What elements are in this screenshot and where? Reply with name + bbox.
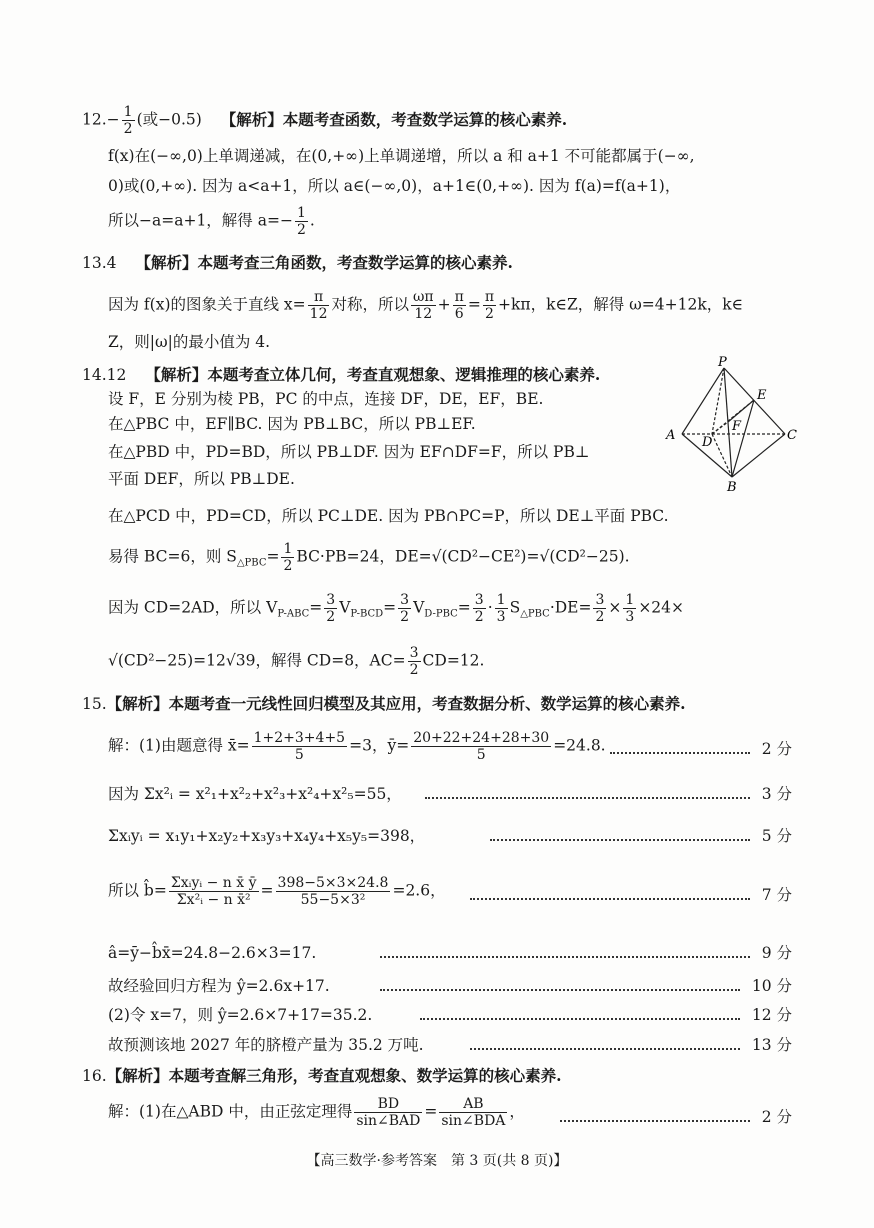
score-4: 7 分 [761, 886, 792, 904]
q14-line8: √(CD²−25)=12√39，解得 CD=8，AC= $\frac{3}{2}$ CD=12. [108, 645, 485, 679]
score-1: 2 分 [761, 740, 792, 758]
score-3: 5 分 [761, 827, 792, 845]
q13-header [82, 254, 513, 273]
q15-row8: 故预测该地 2027 年的脐橙产量为 35.2 万吨. [108, 1036, 424, 1054]
q14-line4: 平面 DEF，所以 PB⊥DE. [108, 470, 295, 488]
label-d: D [702, 435, 713, 450]
q15-row3: Σxᵢyᵢ = x₁y₁+x₂y₂+x₃y₃+x₄y₄+x₅y₅=398， [108, 827, 426, 845]
q12-answer-fraction: $\frac{1}{2}$ [123, 104, 133, 138]
dot-leader [560, 1120, 750, 1122]
q16-header [82, 1067, 562, 1086]
q12-line2: 0)或(0,+∞). 因为 a<a+1，所以 a∈(−∞,0)，a+1∈(0,+∞). 因为 f(a)=f(a+1)， [108, 177, 681, 195]
q13-number: 13.4 [82, 254, 117, 272]
q12-title: 【解析】本题考查函数，考查数学运算的核心素养. [220, 109, 568, 129]
score-5: 9 分 [761, 944, 792, 962]
q12-number: 12. [82, 110, 107, 129]
q14-line7: 因为 CD=2AD，所以 $V_{P-ABC}=$ $\frac{3}{2}$ $V_{P-BCD}=$ $\frac{3}{2}$ $V_{D-PBC}=$ $\frac{3}{2}$ · $\frac{1}{3}$ $S_{\triangle PBC}\cdot DE=$ $\frac{3}{2}$ × $\frac{1}{3}$ ×24× [108, 592, 685, 626]
label-b: B [727, 480, 737, 494]
q15-row5: â=ȳ−b̂x̄=24.8−2.6×3=17. [108, 944, 317, 962]
q14-line1: 设 F，E 分别为棱 PB，PC 的中点，连接 DF，DE，EF，BE. [108, 390, 544, 408]
edge-cb [732, 434, 785, 477]
label-c: C [787, 428, 797, 443]
q15-row7: (2)令 x=7，则 ŷ=2.6×7+17=35.2. [108, 1006, 373, 1024]
score-8: 13 分 [751, 1036, 792, 1054]
dot-leader [425, 797, 750, 799]
q12-line3-fraction: $\frac{1}{2}$ [296, 205, 306, 239]
score-7: 12 分 [751, 1006, 792, 1024]
q13-line2: Z，则|ω|的最小值为 4. [108, 333, 271, 351]
score-6: 10 分 [751, 977, 792, 995]
q12-header [82, 104, 567, 137]
q13-line1: 因为 f(x)的图象关于直线 x= $\frac{\pi}{12}$ 对称，所以 $\frac{\omega\pi}{12}$ + $\frac{\pi}{6}$ = $\frac{\pi}{2}$ +kπ，k∈Z，解得 ω=4+12k，k∈ [108, 289, 744, 323]
q12-line3: 所以−a=a+1，解得 a=− $\frac{1}{2}$ . [108, 205, 315, 239]
label-f: F [732, 419, 742, 434]
page-footer: 【高三数学·参考答案 第 3 页(共 8 页)】 [306, 1153, 568, 1169]
dot-leader [470, 898, 750, 900]
score-2: 3 分 [761, 785, 792, 803]
score-16-1: 2 分 [761, 1108, 792, 1126]
q12-answer-alt: (或−0.5) [136, 110, 202, 129]
q14-line3: 在△PBD 中，PD=BD，所以 PB⊥DF. 因为 EF∩DF=F，所以 PB⊥ [108, 443, 590, 461]
q14-line6: 易得 BC=6，则 $S_{\triangle PBC}=$ $\frac{1}{2}$ BC·PB=24，DE=√(CD²−CE²)=√(CD²−25). [108, 541, 630, 575]
dot-leader [380, 956, 750, 958]
q15-row1: 解：(1)由题意得 x̄= $\frac{1+2+3+4+5}{5}$ =3，ȳ= $\frac{20+22+24+28+30}{5}$ =24.8. [108, 730, 606, 764]
dot-leader [420, 1018, 740, 1020]
edge-be [732, 400, 754, 477]
dot-leader [490, 839, 750, 841]
q16-title: 【解析】本题考查解三角形，考查直观想象、数学运算的核心素养. [106, 1066, 562, 1085]
q15-number: 15. [82, 695, 107, 713]
q16-row1: 解：(1)在△ABD 中，由正弦定理得 $\frac{BD}{\text{sin∠BAD}}$ = $\frac{AB}{\text{sin∠BDA}}$ ， [108, 1096, 525, 1130]
dot-leader [470, 1048, 740, 1050]
q12-sign: − [106, 110, 120, 129]
q14-line5: 在△PCD 中，PD=CD，所以 PC⊥DE. 因为 PB∩PC=P，所以 DE⊥平面 PBC. [108, 507, 669, 525]
q14-title: 【解析】本题考查立体几何，考查直观想象、逻辑推理的核心素养. [145, 365, 601, 384]
dot-leader [610, 752, 750, 754]
pyramid-figure [660, 352, 800, 494]
q14-line2: 在△PBC 中，EF∥BC. 因为 PB⊥BC，所以 PB⊥EF. [108, 415, 476, 433]
dot-leader [380, 989, 740, 991]
q15-row6: 故经验回归方程为 ŷ=2.6x+17. [108, 977, 330, 995]
q13-title: 【解析】本题考查三角函数，考查数学运算的核心素养. [135, 253, 513, 272]
q14-header [82, 366, 600, 385]
q15-row2: 因为 Σx²ᵢ = x²₁+x²₂+x²₃+x²₄+x²₅=55， [108, 785, 402, 803]
edge-pa [682, 368, 724, 434]
label-e: E [757, 388, 767, 403]
q14-number: 14.12 [82, 366, 127, 384]
q15-row4: 所以 b̂= $\frac{\text{Σxᵢyᵢ − n x̄ ȳ}}{\text{Σx²ᵢ − n x̄²}}$ = $\frac{398-5\times 3\times 24.8}{\text{55−5×3²}}$ =2.6， [108, 875, 446, 909]
q15-title: 【解析】本题考查一元线性回归模型及其应用，考查数据分析、数学运算的核心素养. [106, 694, 686, 713]
q16-number: 16. [82, 1067, 107, 1085]
label-p: P [718, 355, 727, 370]
label-a: A [666, 428, 676, 443]
q12-line1: f(x)在(−∞,0)上单调递减，在(0,+∞)上单调递增，所以 a 和 a+1 不可能都属于(−∞, [108, 147, 695, 165]
q15-header [82, 695, 686, 714]
edge-pb [724, 368, 732, 477]
